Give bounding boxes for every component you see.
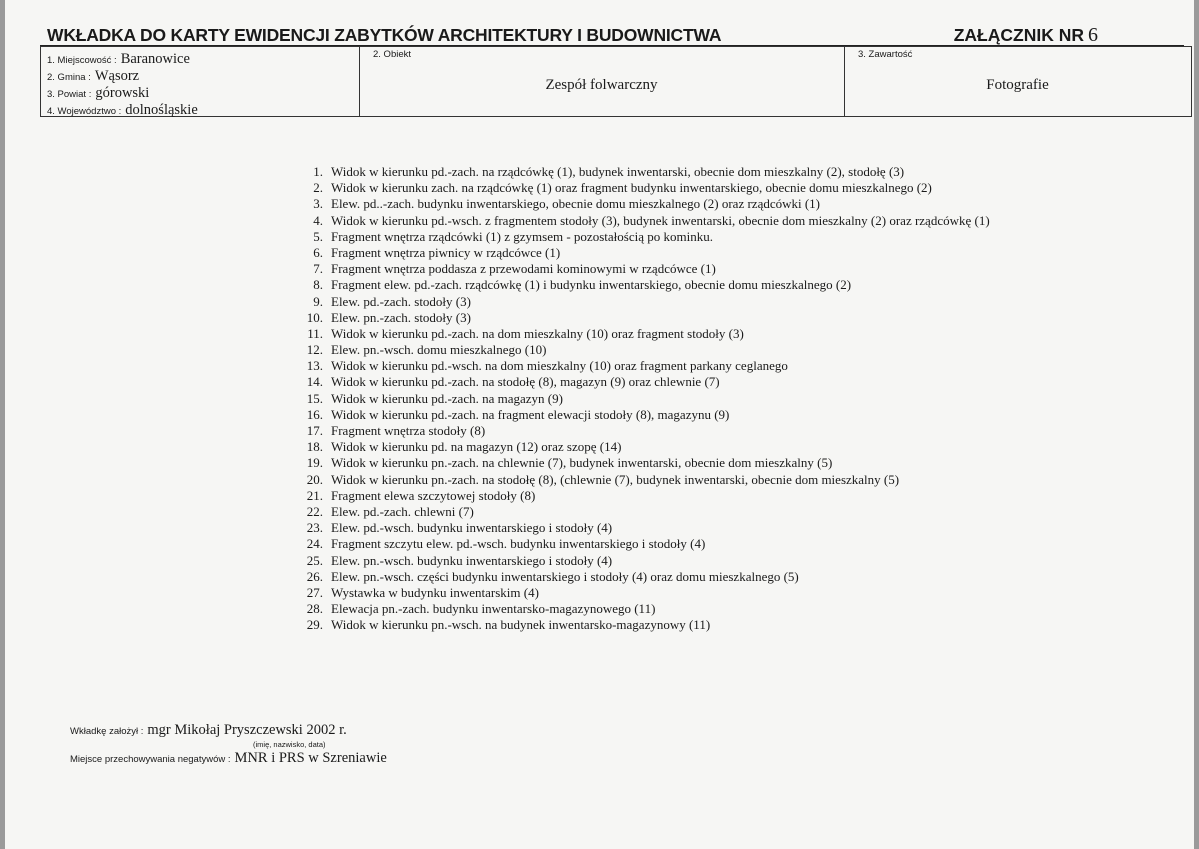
list-item-text: Fragment wnętrza poddasza z przewodami kominowymi w rządcówce (1) [331,261,716,277]
list-item [300,601,990,617]
list-item-text: Fragment elew. pd.-zach. rządcówkę (1) i budynku inwentarskiego, obecnie domu mieszkalnego (2) [331,277,852,293]
commune-row [47,67,139,85]
list-item-number: 17. [306,423,323,438]
list-item [300,277,990,293]
list-item-text: Widok w kierunku pn.-zach. na stodołę (8), (chlewnie (7), budynek inwentarski, obecnie dom mieszkalny (5) [331,471,900,487]
list-item-number: 12. [306,342,323,358]
storage-line [70,749,387,767]
list-item [300,196,990,212]
list-item-number: 5. [313,228,323,244]
list-item-text: Elewacja pn.-zach. budynku inwentarsko-magazynowego (11) [331,601,656,617]
list-item-number: 10. [306,309,323,325]
list-item-text: Elew. pn.-wsch. części budynku inwentarskiego i stodoły (4) oraz domu mieszkalnego (5) [331,568,799,584]
list-item [300,536,990,552]
info-table [40,46,1192,117]
list-item-text: Fragment wnętrza rządcówki (1) z gzymsem - pozostałością po kominku. [331,228,713,244]
object-cell [359,47,845,116]
author-value: mgr Mikołaj Pryszczewski 2002 r. [147,722,347,738]
list-item-number: 11. [307,325,323,341]
list-item-text: Fragment elewa szczytowej stodoły (8) [331,487,536,503]
list-item-number: 23. [306,520,323,536]
annex-handwritten-number: 6 [1088,24,1098,46]
list-item-text: Widok w kierunku pn.-zach. na chlewnie (7), budynek inwentarski, obecnie dom mieszkalny (5) [331,455,833,471]
list-item [300,407,990,423]
list-item [300,294,990,310]
list-item-text: Elew. pn.-zach. stodoły (3) [331,309,471,325]
scan-edge-right [1194,0,1199,849]
list-item-text: Fragment wnętrza piwnicy w rządcówce (1) [331,244,561,260]
list-item-number: 16. [306,406,323,422]
list-item [300,488,990,504]
list-item-text: Widok w kierunku pn.-wsch. na budynek inwentarsko-magazynowy (11) [331,617,711,633]
list-item-number: 1. [313,164,323,179]
list-item-text: Widok w kierunku pd.-zach. na stodołę (8), magazyn (9) oraz chlewnie (7) [331,374,720,390]
voivodeship-value: dolnośląskie [125,102,198,118]
list-item-text: Widok w kierunku pd.-wsch. z fragmentem stodoły (3), budynek inwentarski, obecnie dom mieszkalny (2) oraz rządcówkę (1) [331,212,990,228]
list-item [300,326,990,342]
list-item-text: Elew. pn.-wsch. budynku inwentarskiego i stodoły (4) [331,552,613,568]
author-label: Wkładkę założył : [70,726,144,737]
author-hint: (imię, nazwisko, data) [253,740,326,749]
list-item [300,261,990,277]
town-row [47,50,190,68]
location-cell [41,47,360,116]
list-item-number: 22. [306,503,323,519]
list-item-number: 15. [306,390,323,406]
list-item-number: 27. [306,584,323,600]
list-item-text: Widok w kierunku pd.-zach. na magazyn (9) [331,390,563,406]
list-item [300,229,990,245]
district-value: górowski [95,85,150,101]
object-label: 2. Obiekt [373,49,412,60]
list-item [300,617,990,633]
list-item-number: 8. [313,277,323,293]
list-item-text: Elew. pd.-zach. chlewni (7) [331,503,474,519]
list-item-number: 3. [313,196,323,212]
list-item-number: 24. [306,536,323,552]
storage-label: Miejsce przechowywania negatywów : [70,754,231,765]
list-item [300,553,990,569]
list-item-text: Fragment szczytu elew. pd.-wsch. budynku inwentarskiego i stodoły (4) [331,536,706,552]
annex-number [954,24,1098,47]
list-item [300,439,990,455]
list-item-text: Fragment wnętrza stodoły (8) [331,423,486,438]
list-item-number: 29. [306,617,323,633]
list-item-text: Widok w kierunku pd.-zach. na dom mieszkalny (10) oraz fragment stodoły (3) [331,325,744,341]
list-item-number: 19. [306,455,323,471]
list-item [300,180,990,196]
list-item-number: 14. [306,374,323,390]
list-item [300,164,990,180]
list-item-text: Elew. pd..-zach. budynku inwentarskiego, obecnie domu mieszkalnego (2) oraz rządcówki (1) [331,196,821,212]
list-item-number: 21. [306,487,323,503]
voivodeship-label: 4. Województwo : [47,106,122,117]
list-item [300,585,990,601]
list-item-number: 18. [306,439,323,455]
list-item-text: Elew. pn.-wsch. domu mieszkalnego (10) [331,342,547,358]
list-item [300,472,990,488]
commune-label: 2. Gmina : [47,72,91,83]
list-item-text: Elew. pd.-wsch. budynku inwentarskiego i stodoły (4) [331,520,613,536]
commune-value: Wąsorz [94,68,140,84]
town-value: Baranowice [120,51,190,67]
district-label: 3. Powiat : [47,89,92,100]
list-item [300,423,990,439]
list-item-text: Wystawka w budynku inwentarskim (4) [331,584,539,600]
list-item [300,569,990,585]
list-item-number: 26. [306,568,323,584]
list-item [300,342,990,358]
list-item [300,213,990,229]
list-item [300,358,990,374]
list-item [300,310,990,326]
list-item-text: Widok w kierunku pd.-zach. na rządcówkę (1), budynek inwentarski, obecnie dom mieszkalny (2), stodołę (3) [331,164,905,179]
list-item-text: Widok w kierunku pd. na magazyn (12) oraz szopę (14) [331,439,622,455]
list-item-number: 13. [306,358,323,374]
list-item [300,245,990,261]
list-item-number: 2. [313,180,323,196]
list-item-text: Widok w kierunku pd.-wsch. na dom mieszkalny (10) oraz fragment parkany ceglanego [331,358,788,374]
list-item-number: 20. [306,471,323,487]
document-title: WKŁADKA DO KARTY EWIDENCJI ZABYTKÓW ARCHITEKTURY I BUDOWNICTWA [47,25,722,45]
object-value: Zespół folwarczny [545,77,658,93]
list-item-number: 28. [306,601,323,617]
scan-edge-left [0,0,5,849]
storage-value: MNR i PRS w Szreniawie [234,750,387,766]
list-item [300,504,990,520]
list-item-text: Widok w kierunku zach. na rządcówkę (1) oraz fragment budynku inwentarskiego, obecnie domu mieszkalnego (2) [331,180,932,196]
list-item-text: Widok w kierunku pd.-zach. na fragment elewacji stodoły (8), magazynu (9) [331,406,730,422]
voivodeship-row [47,101,198,119]
content-value: Fotografie [986,77,1049,93]
author-line [70,721,347,739]
district-row [47,84,149,102]
list-item [300,391,990,407]
list-item-text: Elew. pd.-zach. stodoły (3) [331,293,471,309]
photo-list [300,164,990,633]
list-item [300,374,990,390]
content-cell [844,47,1191,116]
list-item-number: 25. [306,552,323,568]
list-item-number: 7. [313,261,323,277]
content-label: 3. Zawartość [858,49,913,60]
town-label: 1. Miejscowość : [47,55,117,66]
list-item-number: 4. [313,212,323,228]
list-item-number: 6. [313,244,323,260]
list-item-number: 9. [313,293,323,309]
list-item [300,455,990,471]
list-item [300,520,990,536]
annex-label: ZAŁĄCZNIK NR [953,25,1084,45]
